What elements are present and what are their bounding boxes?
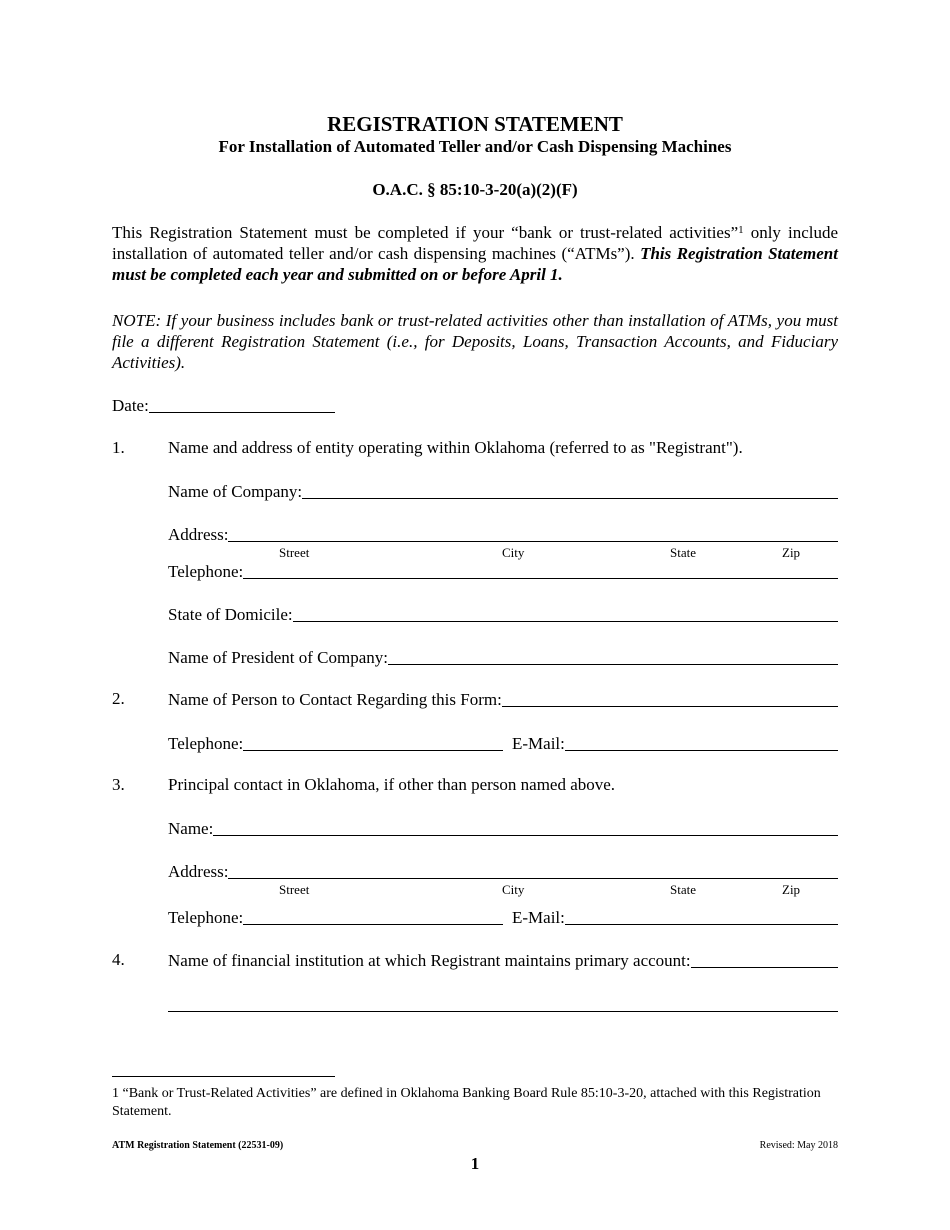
state-sublabel: State <box>670 545 696 560</box>
page-subtitle: For Installation of Automated Teller and/or Cash Dispensing Machines <box>218 137 732 156</box>
item-2-number: 2. <box>112 689 125 708</box>
principal-name-label: Name: <box>168 819 214 838</box>
revision-date: Revised: May 2018 <box>759 1140 838 1151</box>
principal-email-input-line[interactable] <box>565 924 838 925</box>
principal-name-input-line[interactable] <box>213 835 838 836</box>
item-3-text: Principal contact in Oklahoma, if other than person named above. <box>168 775 616 794</box>
principal-address-input-line[interactable] <box>228 878 838 879</box>
principal-telephone-input-line[interactable] <box>243 924 503 925</box>
principal-name-field[interactable] <box>168 817 838 839</box>
item-4-number: 4. <box>112 950 125 969</box>
address-label: Address: <box>168 525 229 544</box>
address-sublabels <box>0 545 950 561</box>
financial-institution-continuation-line[interactable] <box>168 1011 838 1012</box>
street-sublabel: Street <box>279 882 310 897</box>
principal-address-sublabels <box>0 882 950 898</box>
principal-email-field[interactable] <box>512 906 838 928</box>
item-1-text: Name and address of entity operating within Oklahoma (referred to as "Registrant"). <box>168 438 743 457</box>
company-name-input-line[interactable] <box>302 498 838 499</box>
page-title: REGISTRATION STATEMENT <box>327 112 623 136</box>
principal-address-label: Address: <box>168 862 229 881</box>
item-3-number: 3. <box>112 775 125 794</box>
note-paragraph: NOTE: If your business includes bank or trust-related activities other than installation of ATMs, you must file a different Registration Statement (i.e., for Deposits, Loans, Transaction Accounts, and Fiduciary Activities). <box>112 311 838 372</box>
footnote: 1 “Bank or Trust-Related Activities” are defined in Oklahoma Banking Board Rule 85:10-3-20, attached with this Registration Statement. <box>112 1086 821 1119</box>
zip-sublabel: Zip <box>782 545 801 560</box>
telephone-label: Telephone: <box>168 562 244 581</box>
address-field[interactable] <box>168 523 838 545</box>
state-of-domicile-label: State of Domicile: <box>168 605 293 624</box>
item-1-number: 1. <box>112 438 125 457</box>
contact-person-label: Name of Person to Contact Regarding this Form: <box>168 690 502 709</box>
contact-person-input-line[interactable] <box>502 706 838 707</box>
principal-address-field[interactable] <box>168 860 838 882</box>
date-field[interactable] <box>112 394 335 416</box>
footnote-reference: 1 <box>738 224 744 236</box>
principal-email-label: E-Mail: <box>512 908 565 927</box>
contact-email-label: E-Mail: <box>512 734 565 753</box>
street-sublabel: Street <box>279 545 310 560</box>
president-name-field[interactable] <box>168 646 838 668</box>
telephone-field[interactable] <box>168 560 838 582</box>
footnote-divider <box>112 1076 335 1077</box>
financial-institution-field[interactable] <box>168 949 838 971</box>
date-label: Date: <box>112 396 149 415</box>
date-input-line[interactable] <box>149 412 335 413</box>
city-sublabel: City <box>502 882 525 897</box>
principal-telephone-label: Telephone: <box>168 908 244 927</box>
contact-email-input-line[interactable] <box>565 750 838 751</box>
contact-telephone-input-line[interactable] <box>243 750 503 751</box>
contact-person-field[interactable] <box>168 688 838 710</box>
telephone-input-line[interactable] <box>243 578 838 579</box>
financial-institution-input-line[interactable] <box>691 967 838 968</box>
state-of-domicile-input-line[interactable] <box>293 621 838 622</box>
form-identifier: ATM Registration Statement (22531-09) <box>112 1140 284 1151</box>
regulation-citation: O.A.C. § 85:10-3-20(a)(2)(F) <box>372 180 578 199</box>
city-sublabel: City <box>502 545 525 560</box>
contact-telephone-field[interactable] <box>168 732 503 754</box>
state-of-domicile-field[interactable] <box>168 603 838 625</box>
intro-paragraph: This Registration Statement must be completed if your “bank or trust-related activities”$^1$ only include installation of automated teller and/or cash dispensing machines (“ATMs”). This Registration Statement must be completed each year and submitted on or before April 1. <box>112 223 839 284</box>
state-sublabel: State <box>670 882 696 897</box>
principal-telephone-field[interactable] <box>168 906 503 928</box>
company-name-field[interactable] <box>168 480 838 502</box>
company-name-label: Name of Company: <box>168 482 303 501</box>
contact-telephone-label: Telephone: <box>168 734 244 753</box>
president-name-label: Name of President of Company: <box>168 648 389 667</box>
address-input-line[interactable] <box>228 541 838 542</box>
financial-institution-label: Name of financial institution at which Registrant maintains primary account: <box>168 951 691 970</box>
page-number: 1 <box>470 1154 480 1173</box>
president-name-input-line[interactable] <box>388 664 838 665</box>
contact-email-field[interactable] <box>512 732 838 754</box>
zip-sublabel: Zip <box>782 882 801 897</box>
